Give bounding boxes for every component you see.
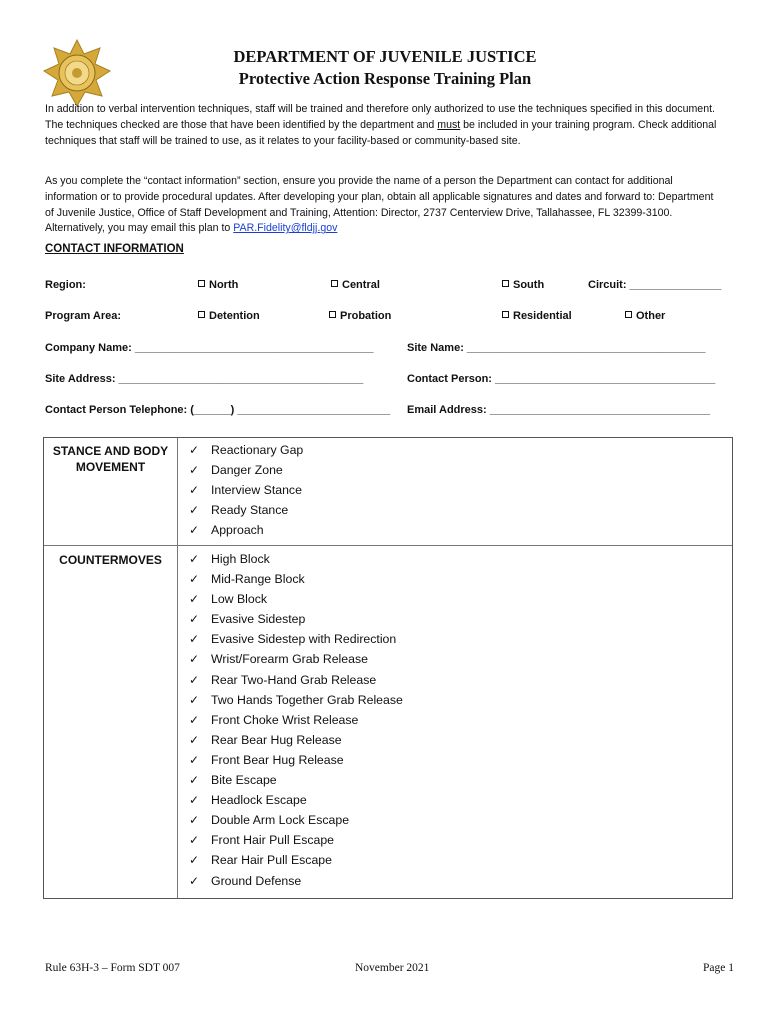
contact-information-heading: CONTACT INFORMATION [45,243,184,255]
checkmark-icon[interactable]: ✓ [189,612,200,627]
technique-item[interactable] [189,609,403,629]
document-subtitle: Protective Action Response Training Plan [238,69,532,88]
technique-item[interactable] [189,690,403,710]
checkmark-icon[interactable]: ✓ [189,523,200,538]
program-option-residential[interactable]: Residential [502,310,572,322]
checkbox-icon[interactable] [331,280,338,287]
technique-label: Ground Defense [211,873,302,888]
address-contact-row [45,373,735,389]
email-address-field[interactable]: Email Address: ____________________________________ [407,404,710,416]
technique-label: Interview Stance [211,483,302,498]
company-site-row [45,342,735,358]
stance-technique-list [189,440,303,540]
technique-item[interactable] [189,569,403,589]
checkmark-icon[interactable]: ✓ [189,813,200,828]
company-name-field[interactable]: Company Name: _______________________________________ [45,342,374,354]
checkmark-icon[interactable]: ✓ [189,592,200,607]
technique-label: Evasive Sidestep with Redirection [211,632,397,647]
checkmark-icon[interactable]: ✓ [189,463,200,478]
technique-item[interactable] [189,830,403,850]
checkbox-icon[interactable] [329,311,336,318]
technique-item[interactable] [189,500,303,520]
site-name-field[interactable]: Site Name: _______________________________________ [407,342,706,354]
technique-label: Mid-Range Block [211,572,305,587]
footer-form-number: Rule 63H-3 – Form SDT 007 [45,962,180,974]
technique-item[interactable] [189,770,403,790]
technique-item[interactable] [189,440,303,460]
technique-item[interactable] [189,730,403,750]
technique-label: Wrist/Forearm Grab Release [211,652,368,667]
technique-item[interactable] [189,520,303,540]
program-option-probation[interactable]: Probation [329,310,391,322]
technique-label: Approach [211,523,264,538]
checkmark-icon[interactable]: ✓ [189,692,200,707]
technique-item[interactable] [189,649,403,669]
checkmark-icon[interactable]: ✓ [189,773,200,788]
intro-paragraph-1: In addition to verbal intervention techniques, staff will be trained and therefore only authorized to use the techniques specified in this document. The techniques checked are those that have been identified by the department and must be included in your training program. Check additional techniques that staff will be trained to use, as it relates to your facility-based or community-based site. [45,103,717,147]
table-divider [44,545,732,546]
technique-label: Two Hands Together Grab Release [211,692,403,707]
intro-paragraph-2: As you complete the “contact information” section, ensure you provide the name of a person the Department can contact for additional information or to provide procedural updates. After developing your plan, obtain all applicable signatures and dates and forward to: Department of Juvenile Justice, Office of Staff Development and Training, Attention: Director, 2737 Centerview Drive, Tallahassee, FL 32399-3100. Alternatively, you may email this plan to PAR.Fidelity@fldjj.gov [45,175,714,235]
checkmark-icon[interactable]: ✓ [189,572,200,587]
technique-item[interactable] [189,850,403,870]
checkbox-icon[interactable] [502,280,509,287]
technique-item[interactable] [189,750,403,770]
technique-item[interactable] [189,810,403,830]
djj-seal-logo [42,38,112,108]
footer-date: November 2021 [355,962,430,974]
checkmark-icon[interactable]: ✓ [189,483,200,498]
emphasis-must: must [437,118,461,131]
site-address-field[interactable]: Site Address: ________________________________________ [45,373,364,385]
technique-label: Evasive Sidestep [211,612,306,627]
technique-item[interactable] [189,629,403,649]
region-option-north[interactable]: North [198,279,238,291]
program-area-label: Program Area: [45,310,122,322]
document-title: DEPARTMENT OF JUVENILE JUSTICE [233,47,537,66]
checkmark-icon[interactable]: ✓ [189,732,200,747]
category-stance-body-movement: STANCE AND BODY MOVEMENT [52,444,169,474]
checkmark-icon[interactable]: ✓ [189,873,200,888]
checkmark-icon[interactable]: ✓ [189,793,200,808]
technique-item[interactable] [189,460,303,480]
technique-item[interactable] [189,549,403,569]
technique-item[interactable] [189,710,403,730]
checkmark-icon[interactable]: ✓ [189,833,200,848]
technique-label: Rear Hair Pull Escape [211,853,332,868]
checkmark-icon[interactable]: ✓ [189,712,200,727]
technique-label: Front Choke Wrist Release [211,712,359,727]
footer-page-number: Page 1 [703,962,734,974]
checkbox-icon[interactable] [502,311,509,318]
technique-item[interactable] [189,480,303,500]
technique-item[interactable] [189,871,403,891]
technique-label: Front Hair Pull Escape [211,833,335,848]
technique-label: Ready Stance [211,503,289,518]
checkmark-icon[interactable]: ✓ [189,443,200,457]
program-option-detention[interactable]: Detention [198,310,260,322]
phone-email-row [45,404,735,420]
email-link[interactable]: PAR.Fidelity@fldjj.gov [233,222,338,235]
checkmark-icon[interactable]: ✓ [189,853,200,868]
technique-label: Double Arm Lock Escape [211,813,350,828]
technique-label: Rear Two-Hand Grab Release [211,672,377,687]
table-divider [177,438,178,898]
contact-telephone-field[interactable]: Contact Person Telephone: (______) _________________________ [45,404,391,416]
technique-label: Rear Bear Hug Release [211,732,342,747]
checkmark-icon[interactable]: ✓ [189,552,200,566]
technique-label: Danger Zone [211,463,283,478]
checkbox-icon[interactable] [198,280,205,287]
contact-person-field[interactable]: Contact Person: ____________________________________ [407,373,716,385]
technique-label: Headlock Escape [211,793,307,808]
region-label: Region: [45,279,86,291]
technique-label: High Block [211,552,270,566]
region-row [45,279,735,295]
checkbox-icon[interactable] [198,311,205,318]
techniques-table [43,437,733,899]
checkmark-icon[interactable]: ✓ [189,652,200,667]
program-option-other[interactable]: Other [625,310,665,322]
region-option-central[interactable]: Central [331,279,380,291]
checkmark-icon[interactable]: ✓ [189,672,200,687]
checkmark-icon[interactable]: ✓ [189,752,200,767]
technique-item[interactable] [189,589,403,609]
region-option-south[interactable]: South [502,279,544,291]
checkmark-icon[interactable]: ✓ [189,632,200,647]
checkmark-icon[interactable]: ✓ [189,503,200,518]
category-countermoves: COUNTERMOVES [59,553,162,567]
technique-item[interactable] [189,670,403,690]
countermoves-technique-list [189,549,403,891]
technique-label: Low Block [211,592,268,607]
technique-label: Bite Escape [211,773,277,788]
circuit-field[interactable]: Circuit: _______________ [588,279,722,291]
technique-label: Reactionary Gap [211,443,304,457]
document-header [140,46,630,90]
technique-item[interactable] [189,790,403,810]
technique-label: Front Bear Hug Release [211,752,344,767]
checkbox-icon[interactable] [625,311,632,318]
program-area-row [45,310,735,326]
